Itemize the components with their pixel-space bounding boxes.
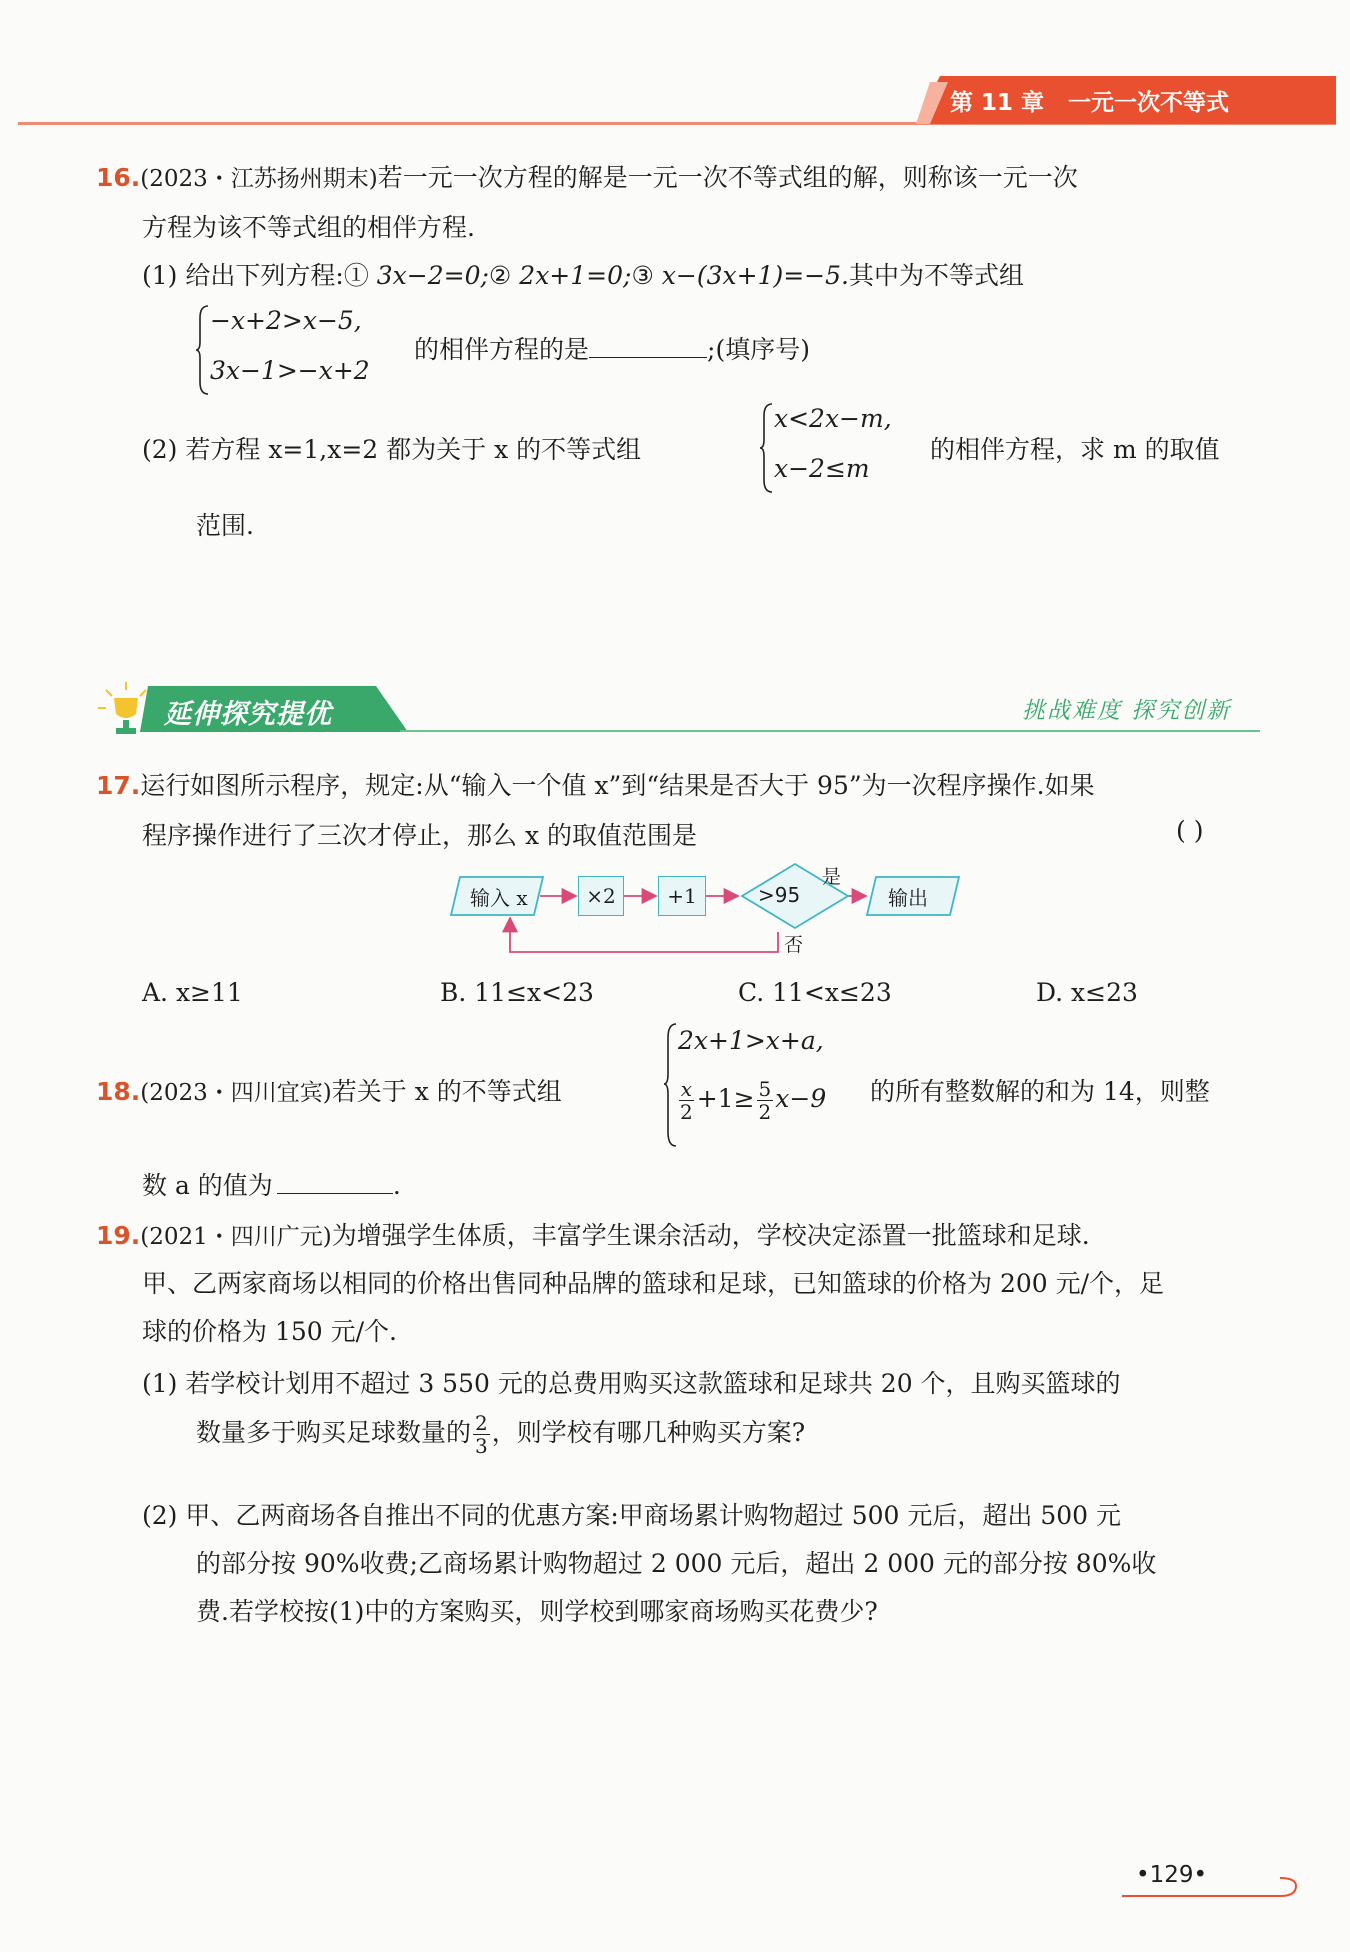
- q18-row2-a: +1≥: [696, 1084, 755, 1113]
- q16-part1-tail: [414, 330, 810, 366]
- flow-output-label: 输出: [888, 886, 928, 910]
- flow-condition-label: >95: [758, 883, 801, 907]
- q16-stem1: 若一元一次方程的解是一元一次不等式组的解，则称该一元一次: [377, 163, 1078, 192]
- q19-line3: 球的价格为 150 元/个.: [142, 1317, 397, 1346]
- q18-text-b: 的所有整数解的和为 14，则整: [870, 1077, 1210, 1106]
- q16-source: (2023・江苏扬州期末): [140, 166, 378, 192]
- flow-plus1: +1: [658, 876, 706, 916]
- q19-line1-text: 为增强学生体质，丰富学生课余活动，学校决定添置一批篮球和足球.: [331, 1221, 1090, 1250]
- q18-text-d: .: [392, 1171, 401, 1200]
- q19-source: (2021・四川广元): [140, 1224, 332, 1250]
- q16-part2-text-a: 若方程 x=1,x=2 都为关于 x 的不等式组: [185, 435, 642, 464]
- q19-number: 19.: [96, 1221, 141, 1250]
- q19-line1: [96, 1216, 1090, 1252]
- flow-yes-label: 是: [822, 866, 842, 888]
- eq3-mark: ③: [631, 261, 654, 290]
- page-number: •129•: [1136, 1862, 1208, 1888]
- q16-part2-line: [142, 430, 641, 466]
- section-banner-title: 延伸探究提优: [164, 699, 332, 730]
- eq3: x−(3x+1)=−5.: [661, 261, 849, 290]
- flow-no-label: 否: [784, 934, 804, 956]
- q18-text-c: 数 a 的值为: [142, 1171, 273, 1200]
- q19-p2-line2: 的部分按 90%收费;乙商场累计购物超过 2 000 元后，超出 2 000 元的部分按 80%收: [196, 1549, 1157, 1578]
- q16-system-1: [196, 304, 426, 396]
- q17-option-c[interactable]: C. 11<x≤23: [738, 978, 892, 1007]
- q16-part2-text-c: 范围.: [196, 511, 254, 540]
- section-rule: [400, 730, 1260, 732]
- q19-line2: 甲、乙两家商场以相同的价格出售同种品牌的篮球和足球，已知篮球的价格为 200 元/个，足: [142, 1269, 1165, 1298]
- eq2: 2x+1=0;: [519, 261, 632, 290]
- flow-times2: ×2: [578, 876, 624, 916]
- q18-row2-b: x−9: [775, 1084, 827, 1113]
- eq1: 3x−2=0;: [376, 261, 489, 290]
- q16-part1-line: [142, 256, 1024, 292]
- q17-line1: [96, 766, 1095, 802]
- sys2-row2: x−2≤m: [774, 454, 870, 483]
- q19-p1-label: (1): [142, 1369, 178, 1398]
- q18-frac1-num: x: [680, 1077, 692, 1101]
- q17-stem1: 运行如图所示程序，规定:从“输入一个值 x”到“结果是否大于 95”为一次程序操作.如果: [140, 771, 1095, 800]
- q18-line3: [142, 1166, 401, 1202]
- q19-p1-line2a: 数量多于购买足球数量的: [196, 1418, 472, 1447]
- q18-line1: [96, 1072, 562, 1108]
- q18-number: 18.: [96, 1077, 141, 1106]
- q17-option-a[interactable]: A. x≥11: [142, 978, 243, 1007]
- q16-part1-text-b: 其中为不等式组: [848, 261, 1024, 290]
- q19-p1-line2: [196, 1412, 805, 1457]
- q16-stem2: 方程为该不等式组的相伴方程.: [142, 213, 475, 242]
- q16-line1: [96, 158, 1078, 194]
- left-brace-icon: [196, 304, 210, 396]
- q19-p2-line1-text: 甲、乙两商场各自推出不同的优惠方案:甲商场累计购物超过 500 元后，超出 500 元: [185, 1501, 1122, 1530]
- q18-system: [664, 1022, 874, 1148]
- answer-paren[interactable]: ( ): [1176, 816, 1204, 845]
- page-swoosh-icon: [1120, 1870, 1320, 1900]
- q18-frac2-den: 2: [758, 1100, 772, 1124]
- q19-frac-num: 2: [475, 1411, 488, 1435]
- q16-part1-text-c: 的相伴方程的是: [414, 335, 590, 364]
- q18-source: (2023・四川宜宾): [140, 1080, 332, 1106]
- q18-row2: [676, 1078, 826, 1123]
- q16-part2-text-b: 的相伴方程，求 m 的取值: [930, 435, 1220, 464]
- q18-frac2-num: 5: [758, 1077, 772, 1101]
- q16-part1-text: 给出下列方程:: [185, 261, 344, 290]
- q18-text-a: 若关于 x 的不等式组: [331, 1077, 562, 1106]
- sys2-row1: x<2x−m,: [774, 404, 892, 433]
- eq2-mark: ②: [488, 261, 512, 290]
- answer-blank[interactable]: [277, 1172, 393, 1194]
- q16-part1-text-d: ;(填序号): [707, 335, 810, 364]
- q17-option-d[interactable]: D. x≤23: [1036, 978, 1138, 1007]
- q19-p2-line3: 费.若学校按(1)中的方案购买，则学校到哪家商场购买花费少?: [196, 1597, 878, 1626]
- q16-number: 16.: [96, 163, 141, 192]
- flow-input-label: 输入 x: [470, 886, 528, 910]
- q19-frac-den: 3: [475, 1434, 488, 1458]
- chapter-label: 第 11 章: [950, 90, 1045, 116]
- q18-row1: 2x+1>x+a,: [678, 1026, 824, 1055]
- q17-number: 17.: [96, 771, 141, 800]
- answer-blank[interactable]: [589, 336, 707, 358]
- sys1-row2: 3x−1>−x+2: [210, 356, 370, 385]
- q16-part1-label: (1): [142, 261, 178, 290]
- left-brace-icon: [760, 402, 774, 494]
- sys1-row1: −x+2>x−5,: [210, 306, 362, 335]
- q18-frac1-den: 2: [680, 1100, 693, 1124]
- q17-stem2: 程序操作进行了三次才停止，那么 x 的取值范围是: [142, 821, 697, 850]
- section-right-text: 挑战难度 探究创新: [1022, 698, 1232, 724]
- q19-p1-line1: [142, 1364, 1121, 1400]
- chapter-title: 一元一次不等式: [1068, 90, 1229, 116]
- q19-p1-line1-text: 若学校计划用不超过 3 550 元的总费用购买这款篮球和足球共 20 个，且购买篮球的: [185, 1369, 1121, 1398]
- q19-p1-line2b: ，则学校有哪几种购买方案?: [491, 1418, 806, 1447]
- eq1-mark: ①: [343, 261, 369, 290]
- q19-p2-line1: [142, 1496, 1121, 1532]
- q16-part2-label: (2): [142, 435, 178, 464]
- q19-p2-label: (2): [142, 1501, 178, 1530]
- q16-system-2: [760, 402, 930, 494]
- q17-option-b[interactable]: B. 11≤x<23: [440, 978, 594, 1007]
